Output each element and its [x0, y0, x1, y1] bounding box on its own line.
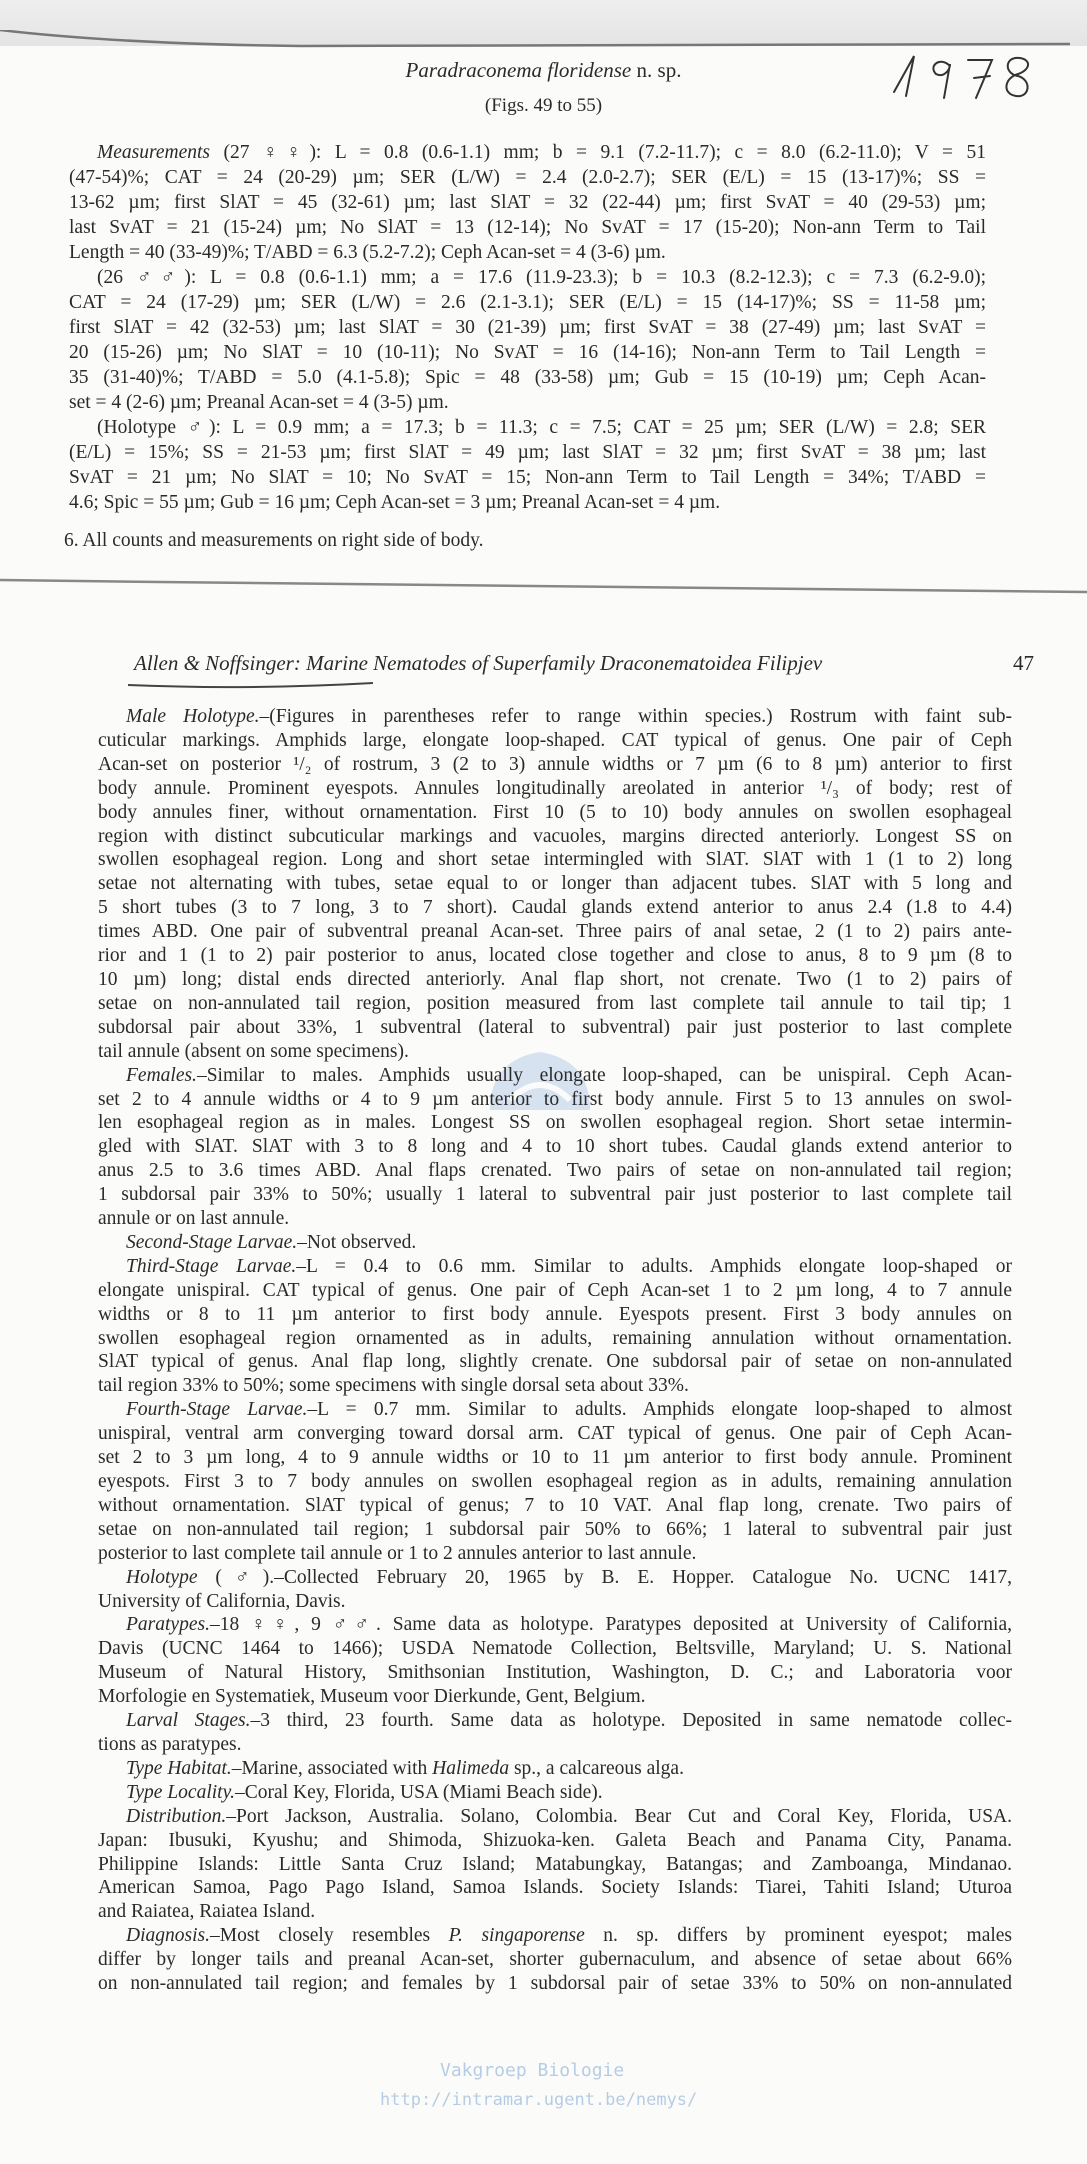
text-run: set 2 to 3 µm long, 4 to 9 annule widths or 10 to 11 µm anterior to first body annule. Prominent — [98, 1447, 1012, 1469]
pencil-underline — [128, 681, 373, 691]
text-line — [98, 777, 1012, 801]
text-line — [98, 1470, 1012, 1494]
italic-run: Distribution. — [126, 1805, 227, 1827]
text-line — [98, 753, 1012, 777]
text-run: 4.6; Spic = 55 µm; Gub = 16 µm; Ceph Acan-set = 3 µm; Preanal Acan-set = 4 µm. — [69, 492, 721, 513]
text-line — [69, 365, 986, 390]
text-line — [98, 1374, 1012, 1398]
text-line — [98, 1327, 1012, 1351]
text-run: –L = 0.4 to 0.6 mm. Similar to adults. Amphids elongate loop-shaped or — [296, 1255, 1012, 1277]
text-run: rior and 1 (1 to 2) pair posterior to anus, located close together and close to anus, 8 to 9 µm (8 to — [98, 945, 1012, 967]
running-head-text: Allen & Noffsinger: Marine Nematodes of Superfamily Draconematoidea Filipjev — [134, 651, 823, 675]
text-line — [98, 1829, 1012, 1853]
text-run: Davis (UCNC 1464 to 1466); USDA Nematode Collection, Beltsville, Maryland; U. S. National — [98, 1638, 1012, 1660]
text-line — [98, 1972, 1012, 1996]
text-run: set 2 to 4 annule widths or 4 to 9 µm anterior to first body annule. First 5 to 13 annules on swol- — [98, 1088, 1012, 1110]
handwritten-number — [892, 52, 1042, 102]
text-run: sp., a calcareous alga. — [509, 1757, 684, 1779]
italic-run: Type Locality. — [126, 1781, 236, 1803]
text-line — [98, 1542, 1012, 1566]
species-name: Paradraconema floridense — [405, 58, 632, 82]
italic-run: Male Holotype. — [126, 706, 260, 727]
text-run: (E/L) = 15%; SS = 21-53 µm; first SlAT = 49 µm; last SlAT = 32 µm; first SvAT = 38 µm; last — [69, 442, 986, 463]
paragraph — [98, 1255, 1012, 1398]
text-run: –Most closely resembles — [209, 1925, 449, 1947]
italic-run: Larval Stages. — [126, 1710, 251, 1732]
page-number: 47 — [1013, 651, 1034, 675]
text-line — [98, 1637, 1012, 1661]
text-line — [98, 1446, 1012, 1470]
paragraph — [98, 1231, 1012, 1255]
text-line — [98, 1566, 1012, 1590]
text-line — [98, 872, 1012, 896]
text-line — [98, 944, 1012, 968]
paragraph — [98, 1709, 1012, 1757]
text-line — [98, 1518, 1012, 1542]
text-run: –Not observed. — [297, 1231, 417, 1253]
text-run: last SvAT = 21 (15-24) µm; No SlAT = 13 (12-14); No SvAT = 17 (15-20); Non-ann Term to Tail — [69, 217, 986, 238]
text-run: Museum of Natural History, Smithsonian Institution, Washington, D. C.; and Laboratoria voor — [98, 1662, 1012, 1684]
measurements-section — [69, 140, 986, 515]
text-line — [98, 1948, 1012, 1972]
text-line — [69, 340, 986, 365]
italic-run: Females. — [126, 1064, 197, 1086]
text-line — [69, 465, 986, 490]
text-line — [98, 1183, 1012, 1207]
italic-run: Second-Stage Larvae. — [126, 1231, 298, 1253]
text-line — [98, 1661, 1012, 1685]
text-run: (27 ♀♀): L = 0.8 (0.6-1.1) mm; b = 9.1 (7.2-11.7); c = 8.0 (6.2-11.0); V = 51 — [210, 142, 986, 163]
italic-run: Holotype — [126, 1566, 198, 1588]
text-run: body annule. Prominent eyespots. Annules longitudinally areolated in anterior ¹/₃ of body; rest of — [98, 777, 1012, 799]
text-run: Japan: Ibusuki, Kyushu; and Shimoda, Shizuoka-ken. Galeta Beach and Panama City, Panama. — [98, 1829, 1012, 1851]
paragraph — [98, 1064, 1012, 1231]
text-line — [69, 215, 986, 240]
page-divider — [0, 578, 1087, 598]
text-run: (Holotype ♂): L = 0.9 mm; a = 17.3; b = 11.3; c = 7.5; CAT = 25 µm; SER (L/W) = 2.8; SER — [97, 417, 986, 438]
text-line — [98, 992, 1012, 1016]
watermark-text: Vakgroep Biologie — [440, 2060, 625, 2081]
text-line — [98, 1876, 1012, 1900]
text-run: 20 (15-26) µm; No SlAT = 10 (10-11); No SvAT = 16 (14-16); Non-ann Term to Tail Length = — [69, 342, 986, 363]
text-line — [98, 1590, 1012, 1614]
text-line — [98, 1685, 1012, 1709]
text-run: swollen esophageal region. Long and short setae intermingled with SlAT. SlAT with 1 (1 to 2) long — [98, 849, 1012, 871]
paragraph — [69, 140, 986, 265]
italic-run: Type Habitat. — [126, 1757, 232, 1779]
text-line — [69, 265, 986, 290]
page-curl-edge — [0, 30, 1087, 50]
paragraph — [98, 705, 1012, 1064]
text-run: American Samoa, Pago Pago Island, Samoa Islands. Society Islands: Tiarei, Tahiti Island; Uturoa — [98, 1877, 1012, 1899]
text-line — [98, 1016, 1012, 1040]
text-run: 10 µm) long; distal ends directed anteriorly. Anal flap short, not crenate. Two (1 to 2) pairs of — [98, 968, 1012, 990]
paragraph — [98, 1781, 1012, 1805]
text-run: SlAT typical of genus. Anal flap long, slightly crenate. One subdorsal pair of setae on non-annulated — [98, 1351, 1012, 1373]
text-run: University of California, Davis. — [98, 1590, 346, 1612]
text-line — [98, 1135, 1012, 1159]
text-run: on non-annulated tail region; and females by 1 subdorsal pair of setae 33% to 50% on non-annulated — [98, 1973, 1012, 1995]
paragraph — [69, 415, 986, 515]
paragraph — [98, 1757, 1012, 1781]
text-run: –L = 0.7 mm. Similar to adults. Amphids elongate loop-shaped to almost — [307, 1399, 1012, 1421]
text-run: gled with SlAT. SlAT with 3 to 8 long and 4 to 10 short tubes. Caudal glands extend anterior to — [98, 1136, 1012, 1158]
text-run: swollen esophageal region ornamented as in adults, remaining annulation without ornamentation. — [98, 1327, 1012, 1349]
text-run: anus 2.5 to 3.6 times ABD. Anal flaps crenated. Two pairs of setae on non-annulated tail region; — [98, 1160, 1012, 1182]
text-line — [98, 825, 1012, 849]
italic-run: Third-Stage Larvae. — [126, 1255, 297, 1277]
italic-run: Diagnosis. — [126, 1925, 210, 1947]
text-run: (♂).–Collected February 20, 1965 by B. E. Hopper. Catalogue No. UCNC 1417, — [197, 1566, 1012, 1588]
text-line — [98, 1231, 1012, 1255]
text-run: 1 subdorsal pair 33% to 50%; usually 1 lateral to subventral pair just posterior to last complete tail — [98, 1184, 1012, 1206]
paragraph — [98, 1566, 1012, 1614]
text-line — [98, 1900, 1012, 1924]
text-run: tail annule (absent on some specimens). — [98, 1040, 409, 1062]
italic-run: Paratypes. — [126, 1614, 210, 1636]
text-line — [98, 1494, 1012, 1518]
text-run: Philippine Islands: Little Santa Cruz Island; Matabungkay, Batangas; and Zamboanga, Mindanao. — [98, 1853, 1012, 1875]
footnote: 6. All counts and measurements on right side of body. — [64, 530, 484, 551]
italic-run: Measurements — [97, 142, 211, 163]
text-run: –Coral Key, Florida, USA (Miami Beach side). — [235, 1781, 603, 1803]
text-run: first SlAT = 42 (32-53) µm; last SlAT = 30 (21-39) µm; first SvAT = 38 (27-49) µm; last SvAT = — [69, 317, 986, 338]
text-line — [98, 1613, 1012, 1637]
text-run: setae not alternating with tubes, setae equal to or longer than adjacent tubes. SlAT with 5 long and — [98, 873, 1012, 895]
text-line — [98, 1709, 1012, 1733]
text-run: len esophageal region as in males. Longest SS on swollen esophageal region. Short setae intermin- — [98, 1112, 1012, 1134]
text-line — [98, 729, 1012, 753]
paragraph — [98, 1805, 1012, 1925]
text-line — [69, 390, 986, 415]
text-run: without ornamentation. SlAT typical of genus; 7 to 10 VAT. Anal flap long, crenate. Two pairs of — [98, 1494, 1012, 1516]
text-line — [98, 1303, 1012, 1327]
text-line — [69, 190, 986, 215]
text-run: and Raiatea, Raiatea Island. — [98, 1901, 316, 1923]
text-line — [98, 1422, 1012, 1446]
text-line — [98, 1207, 1012, 1231]
text-line — [98, 1040, 1012, 1064]
italic-run: Fourth-Stage Larvae. — [126, 1399, 308, 1421]
text-run: cuticular markings. Amphids large, elongate loop-shaped. CAT typical of genus. One pair of Ceph — [98, 729, 1012, 751]
text-line — [69, 315, 986, 340]
italic-run: Halimeda — [432, 1757, 510, 1779]
text-line — [98, 801, 1012, 825]
text-line — [98, 1279, 1012, 1303]
text-line — [69, 140, 986, 165]
text-run: region with distinct subcuticular markings and vacuoles, margins directed anteriorly. Longest SS on — [98, 825, 1012, 847]
text-run: –Marine, associated with — [231, 1757, 433, 1779]
text-run: (26 ♂♂): L = 0.8 (0.6-1.1) mm; a = 17.6 (11.9-23.3); b = 10.3 (8.2-12.3); c = 7.3 (6.2-9.0); — [97, 267, 986, 288]
text-line — [98, 1805, 1012, 1829]
text-line — [69, 240, 986, 265]
text-line — [98, 1757, 1012, 1781]
text-line — [98, 1733, 1012, 1757]
text-run: eyespots. First 3 to 7 body annules on swollen esophageal region as in adults, remaining annulation — [98, 1471, 1012, 1492]
text-run: differ by longer tails and preanal Acan-set, shorter gubernaculum, and absence of setae about 66% — [98, 1949, 1012, 1971]
text-run: tail region 33% to 50%; some specimens with single dorsal seta about 33%. — [98, 1375, 689, 1397]
running-head — [134, 651, 1034, 676]
text-line — [98, 1111, 1012, 1135]
text-line — [98, 1924, 1012, 1948]
text-line — [69, 415, 986, 440]
text-line — [98, 1398, 1012, 1422]
paragraph — [69, 265, 986, 415]
text-run: widths or 8 to 11 µm anterior to first body annule. Eyespots present. First 3 body annules on — [98, 1303, 1012, 1325]
text-run: Length = 40 (33-49)%; T/ABD = 6.3 (5.2-7.2); Ceph Acan-set = 4 (3-6) µm. — [69, 242, 666, 263]
text-line — [69, 165, 986, 190]
text-run: setae on non-annulated tail region, position measured from last complete tail annule to tail tip; 1 — [98, 992, 1012, 1014]
text-line — [69, 290, 986, 315]
species-description — [98, 705, 1012, 1996]
text-run: setae on non-annulated tail region; 1 subdorsal pair 50% to 66%; 1 lateral to subventral pair just — [98, 1518, 1012, 1540]
text-run: –Port Jackson, Australia. Solano, Colombia. Bear Cut and Coral Key, Florida, USA. — [226, 1805, 1012, 1827]
text-line — [69, 490, 986, 515]
text-line — [98, 1853, 1012, 1877]
text-line — [98, 1088, 1012, 1112]
text-run: 5 short tubes (3 to 7 long, 3 to 7 short). Caudal glands extend anterior to anus 2.4 (1.8 to 4.4) — [98, 897, 1012, 919]
text-line — [69, 440, 986, 465]
text-line — [98, 1159, 1012, 1183]
text-line — [98, 705, 1012, 729]
text-run: annule or on last annule. — [98, 1208, 290, 1230]
paragraph — [98, 1924, 1012, 1996]
text-run: elongate unispiral. CAT typical of genus. One pair of Ceph Acan-set 1 to 2 µm long, 4 to 7 annule — [98, 1279, 1012, 1301]
text-line — [98, 968, 1012, 992]
text-line — [98, 1064, 1012, 1088]
text-line — [98, 1255, 1012, 1279]
text-run: times ABD. One pair of subventral preanal Acan-set. Three pairs of anal setae, 2 (1 to 2) pairs ante- — [98, 921, 1012, 943]
species-suffix: n. sp. — [631, 58, 682, 82]
text-run: unispiral, ventral arm converging toward dorsal arm. CAT typical of genus. One pair of Ceph Acan- — [98, 1423, 1012, 1445]
text-run: body annules finer, without ornamentation. First 10 (5 to 10) body annules on swollen esophageal — [98, 801, 1012, 823]
text-run: n. sp. differs by prominent eyespot; males — [584, 1925, 1013, 1947]
text-line — [98, 1350, 1012, 1374]
text-run: tions as paratypes. — [98, 1733, 242, 1755]
text-run: CAT = 24 (17-29) µm; SER (L/W) = 2.6 (2.1-3.1); SER (E/L) = 15 (14-17)%; SS = 11-58 µm; — [69, 292, 986, 313]
text-run: posterior to last complete tail annule or 1 to 2 annules anterior to last annule. — [98, 1542, 697, 1564]
text-run: subdorsal pair about 33%, 1 subventral (lateral to subventral) pair just posterior to last complete — [98, 1016, 1012, 1038]
text-line — [98, 848, 1012, 872]
paragraph — [98, 1398, 1012, 1565]
text-run: –3 third, 23 fourth. Same data as holotype. Deposited in same nematode collec- — [250, 1710, 1012, 1732]
italic-run: P. singaporense — [448, 1925, 585, 1947]
text-run: (47-54)%; CAT = 24 (20-29) µm; SER (L/W) = 2.4 (2.0-2.7); SER (E/L) = 15 (13-17)%; SS = — [69, 167, 986, 188]
text-run: –Similar to males. Amphids usually elongate loop-shaped, can be unispiral. Ceph Acan- — [196, 1064, 1012, 1086]
text-run: 35 (31-40)%; T/ABD = 5.0 (4.1-5.8); Spic = 48 (33-58) µm; Gub = 15 (10-19) µm; Ceph Acan- — [69, 367, 986, 388]
text-line — [98, 896, 1012, 920]
paragraph — [98, 1613, 1012, 1709]
text-run: Morfologie en Systematiek, Museum voor Dierkunde, Gent, Belgium. — [98, 1686, 646, 1708]
text-run: SvAT = 21 µm; No SlAT = 10; No SvAT = 15; Non-ann Term to Tail Length = 34%; T/ABD = — [69, 467, 986, 488]
figure-reference: (Figs. 49 to 55) — [484, 95, 603, 116]
watermark-url: http://intramar.ugent.be/nemys/ — [380, 2090, 698, 2110]
text-run: set = 4 (2-6) µm; Preanal Acan-set = 4 (3-5) µm. — [69, 392, 449, 413]
text-run: Acan-set on posterior ¹/₂ of rostrum, 3 (2 to 3) annule widths or 7 µm (6 to 8 µm) anterior to first — [98, 753, 1012, 775]
text-run: 13-62 µm; first SlAT = 45 (32-61) µm; last SlAT = 32 (22-44) µm; first SvAT = 40 (29-53) µm; — [69, 192, 986, 213]
text-run: –18 ♀♀, 9 ♂♂. Same data as holotype. Paratypes deposited at University of California, — [209, 1614, 1012, 1636]
text-line — [98, 920, 1012, 944]
text-line — [98, 1781, 1012, 1805]
text-run: –(Figures in parentheses refer to range within species.) Rostrum with faint sub- — [259, 706, 1012, 727]
